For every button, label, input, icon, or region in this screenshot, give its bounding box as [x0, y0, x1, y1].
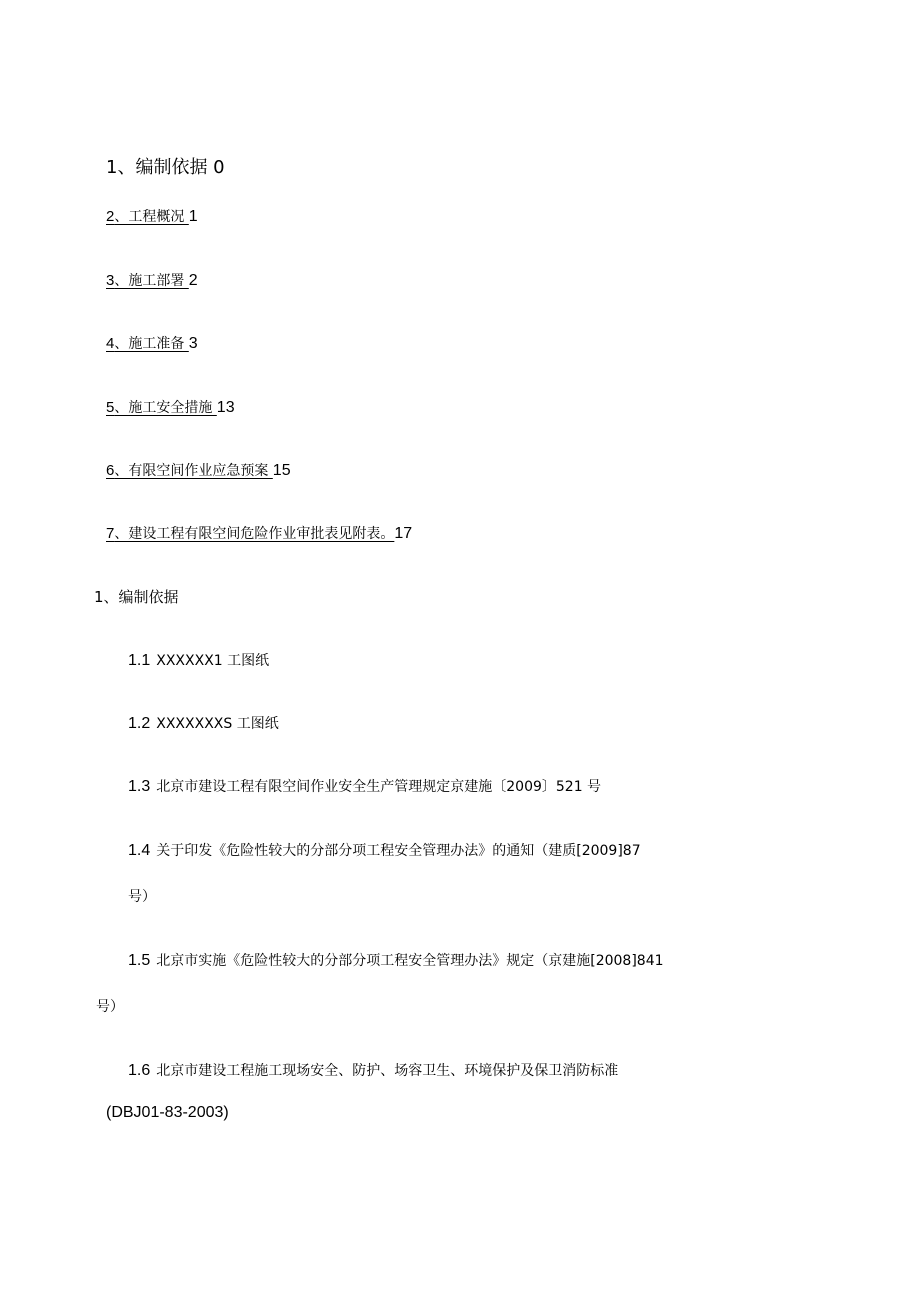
toc-entry-page: 3 [188, 335, 198, 352]
toc-entry-title: 4、施工准备 [106, 335, 189, 352]
item-index: 1.1 [128, 652, 151, 669]
item-text: 北京市建设工程有限空间作业安全生产管理规定京建施〔2009〕521 号 [156, 779, 602, 795]
item-index: 1.5 [128, 952, 151, 969]
toc-entry-title: 6、有限空间作业应急预案 [106, 462, 273, 479]
item-index: 1.3 [128, 778, 151, 795]
toc-entry-page: 17 [394, 525, 413, 542]
basis-item [128, 1060, 618, 1081]
toc-entry-5[interactable] [106, 397, 235, 418]
toc-entry-2[interactable] [106, 206, 198, 227]
item-text: 关于印发《危险性较大的分部分项工程安全管理办法》的通知（建质[2009]87 [156, 843, 641, 859]
item-text: XXXXXXXS 工图纸 [156, 716, 279, 732]
basis-item [128, 713, 279, 734]
item-index: 1.4 [128, 842, 151, 859]
toc-entry-page: 15 [272, 462, 291, 479]
item-text: 北京市建设工程施工现场安全、防护、场容卫生、环境保护及保卫消防标准 [156, 1063, 619, 1079]
basis-item-continuation [96, 996, 124, 1017]
toc-entry-3[interactable] [106, 270, 198, 291]
item-index: 1.6 [128, 1062, 151, 1079]
basis-item [128, 840, 641, 861]
item-text-continued: 号） [128, 889, 156, 905]
item-text-continued: 号） [96, 999, 124, 1015]
toc-entry-title: 2、工程概况 [106, 208, 189, 225]
item-index: 1.2 [128, 715, 151, 732]
toc-entry-1[interactable]: 1、编制依据 0 [106, 157, 225, 178]
toc-entry-page: 1 [188, 208, 198, 225]
toc-entry-title: 7、建设工程有限空间危险作业审批表见附表。 [106, 525, 395, 542]
section-heading: 1、编制依据 [94, 588, 179, 606]
toc-entry-title: 3、施工部署 [106, 272, 189, 289]
item-text-continued: (DBJ01-83-2003) [106, 1104, 229, 1121]
toc-entry-7[interactable] [106, 523, 412, 544]
toc-entry-title: 5、施工安全措施 [106, 399, 217, 416]
toc-entry-page: 13 [216, 399, 235, 416]
item-text: 北京市实施《危险性较大的分部分项工程安全管理办法》规定（京建施[2008]841 [156, 953, 664, 969]
toc-entry-page: 2 [188, 272, 198, 289]
item-text: XXXXXX1 工图纸 [156, 653, 270, 669]
basis-item-continuation [106, 1102, 229, 1123]
basis-item [128, 776, 601, 797]
basis-item [128, 650, 269, 671]
toc-entry-6[interactable] [106, 460, 291, 481]
basis-item-continuation [128, 886, 156, 907]
basis-item [128, 950, 664, 971]
toc-entry-4[interactable] [106, 333, 198, 354]
